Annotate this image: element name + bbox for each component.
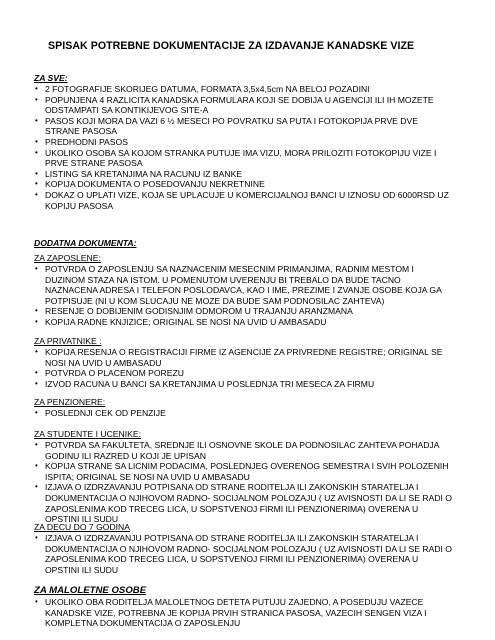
page-title: SPISAK POTREBNE DOKUMENTACIJE ZA IZDAVANJE KANADSKE VIZE (48, 40, 415, 52)
list-za-studente (0, 440, 495, 525)
list-item: • IZVOD RACUNA U BANCI SA KRETANJIMA U POSLEDNJA TRI MESECA ZA FIRMU (0, 379, 455, 390)
list-item: • UKOLIKO OBA RODITELJA MALOLETNOG DETETA PUTUJU ZAJEDNO, A POSEDUJU VAZECE KANADSKE VIZE, POTREBNA JE KOPIJA PRVIH STRANICA PASOSA, VAZECIH SENGEN VIZA I KOMPLETNA DOKUMENTACIJA O ZAPOSLENJU (0, 597, 455, 629)
section-heading-za-penzionere: ZA PENZIONERE: (34, 397, 106, 407)
list-za-decu (0, 533, 495, 575)
list-item: • POTVRDA SA FAKULTETA, SREDNJE ILI OSNOVNE SKOLE DA PODNOSILAC ZAHTEVA POHADJA GODINU ILI RAZRED U KOJI JE UPISAN (0, 440, 455, 461)
section-heading-za-maloletne: ZA MALOLETNE OSOBE (34, 585, 147, 596)
list-item: • IZJAVA O IZDRZAVANJU POTPISANA OD STRANE RODITELJA ILI ZAKONSKIH STARATELJA I DOKUMENTACIJA O NJIHOVOM RADNO- SOCIJALNOM POLOZAJU ( UZ AVISNOSTI DA LI SE RADI O ZAPOSLENIMA KOD TRECEG LICA, U SOPSTVENOJ FIRMI ILI PENZIONERIMA) OVERENA U OPSTINI ILI SUDU (0, 533, 455, 575)
section-heading-za-zaposlene: ZA ZAPOSLENE: (34, 253, 101, 263)
list-za-privatnike (0, 347, 495, 389)
section-heading-dodatna-dokumenta: DODATNA DOKUMENTA: (34, 238, 137, 248)
list-item: • 2 FOTOGRAFIJE SKORIJEG DATUMA, FORMATA 3,5x4,5cm NA BELOJ POZADINI (0, 84, 455, 95)
list-item: • POSLEDNJI CEK OD PENZIJE (0, 408, 455, 419)
list-za-zaposlene (0, 264, 495, 328)
section-heading-za-studente: ZA STUDENTE I UCENIKE: (34, 429, 141, 439)
list-item: • IZJAVA O IZDRZAVANJU POTPISANA OD STRANE RODITELJA ILI ZAKONSKIH STARATELJA I DOKUMENTACIJA O NJIHOVOM RADNO- SOCIJALNOM POLOZAJU ( UZ AVISNOSTI DA LI SE RADI O ZAPOSLENIMA KOD TRECEG LICA, U SOPSTVENOJ FIRMI ILI PENZIONERIMA) OVERENA U OPSTINI ILI SUDU (0, 482, 455, 524)
list-item: • LISTING SA KRETANJIMA NA RACUNU IZ BANKE (0, 169, 455, 180)
list-item: • UKOLIKO OSOBA SA KOJOM STRANKA PUTUJE IMA VIZU, MORA PRILOZITI FOTOKOPIJU VIZE I PRVE STRANE PASOSA (0, 148, 455, 169)
list-item: • POPUNJENA 4 RAZLICITA KANADSKA FORMULARA KOJI SE DOBIJA U AGENCIJI ILI IH MOZETE ODSTAMPATI SA KONTIKIJEVOG SITE-A (0, 95, 455, 116)
list-item: • KOPIJA STRANE SA LICNIM PODACIMA, POSLEDNJEG OVERENOG SEMESTRA I SVIH POLOZENIH ISPITA; ORIGINAL SE NOSI NA UVID U AMBASADU (0, 461, 455, 482)
list-item: • PREDHODNI PASOS (0, 137, 455, 148)
section-heading-za-privatnike: ZA PRIVATNIKE : (34, 336, 102, 346)
list-item: • PASOS KOJI MORA DA VAZI 6 ½ MESECI PO POVRATKU SA PUTA I FOTOKOPIJA PRVE DVE STRANE PASOSA (0, 116, 455, 137)
section-heading-za-sve: ZA SVE: (34, 73, 68, 83)
list-za-sve (0, 84, 495, 211)
list-item: • KOPIJA RADNE KNJIZICE; ORIGINAL SE NOSI NA UVID U AMBASADU (0, 317, 455, 328)
list-item: • POTVRDA O PLACENOM POREZU (0, 368, 455, 379)
list-item: • DOKAZ O UPLATI VIZE, KOJA SE UPLACUJE U KOMERCIJALNOJ BANCI U IZNOSU OD 6000RSD UZ KOPIJU PASOSA (0, 190, 455, 211)
list-item: • KOPIJA DOKUMENTA O POSEDOVANJU NEKRETNINE (0, 179, 455, 190)
list-item: • KOPIJA RESENJA O REGISTRACIJI FIRME IZ AGENCIJE ZA PRIVREDNE REGISTRE; ORIGINAL SE NOSI NA UVID U AMBASADU (0, 347, 455, 368)
list-za-penzionere (0, 408, 495, 419)
list-item: • POTVRDA O ZAPOSLENJU SA NAZNACENIM MESECNIM PRIMANJIMA, RADNIM MESTOM I DUZINOM STAZA NA ISTOM. U POMENUTOM UVERENJU BI TREBALO DA BUDE TACNO NAZNACENA ADRESA I TELEFON POSLODAVCA, KAO I IME, PREZIME I ZVANJE OSOBE KOJA GA POTPISUJE (NI U KOM SLUCAJU NE MOZE DA BUDE SAM PODNOSILAC ZAHTEVA) (0, 264, 455, 306)
section-heading-za-decu: ZA DECU DO 7 GODINA (34, 522, 130, 532)
list-item: • RESENJE O DOBIJENIM GODISNJIM ODMOROM U TRAJANJU ARANZMANA (0, 306, 455, 317)
list-za-maloletne (0, 597, 495, 629)
